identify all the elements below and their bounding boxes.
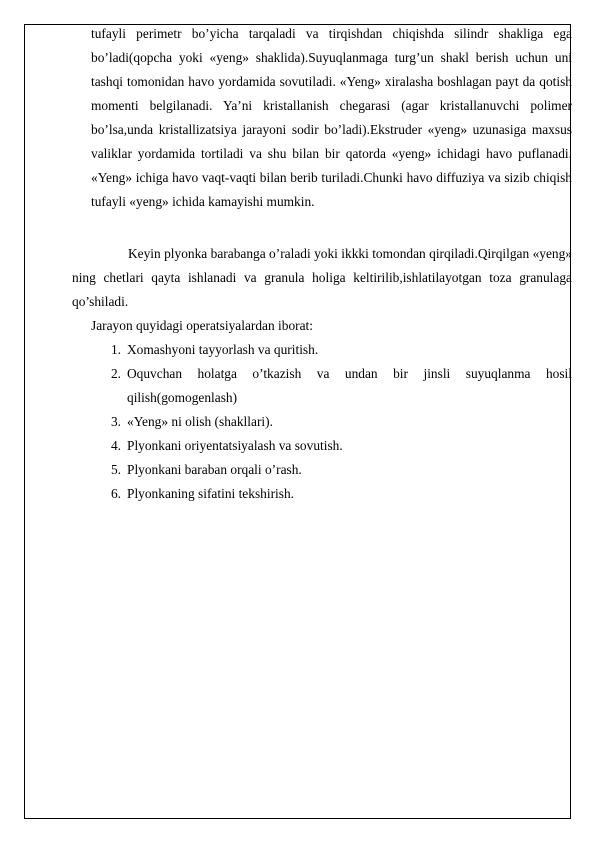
paragraph-process-intro: Jarayon quyidagi operatsiyalardan iborat: [91,318,313,333]
list-item [91,338,572,362]
paragraph-winding: Keyin plyonka barabanga o’raladi yoki ikkki tomondan qirqiladi.Qirqilgan «yeng» ning chetlari qayta ishlanadi va granula holiga keltirilib,ishlatilayotgan toza granulaga qo’shiladi. [72,246,572,309]
list-number: 3. [110,414,121,429]
list-item [91,410,572,434]
list-item [91,434,572,458]
list-number: 1. [110,342,121,357]
list-number: 5. [110,462,121,477]
list-item [91,458,572,482]
list-number: 2. [110,366,121,381]
list-text: Xomashyoni tayyorlash va quritish. [127,342,319,357]
list-text: Plyonkaning sifatini tekshirish. [127,486,295,501]
paragraph-film-blowing: tufayli perimetr bo’yicha tarqaladi va tirqishdan chiqishda silindr shakliga ega bo’ladi(qopcha yoki «yeng» shaklida).Suyuqlanmaga turg’un shakl berish uchun uni tashqi tomonidan havo yordamida sovutiladi. «Yeng» xiralasha boshlagan payt da qotish momenti belgilanadi. Ya’ni kristallanish chegarasi (agar kristallanuvchi polimer bo’lsa,unda kristallizatsiya jarayoni sodir bo’ladi).Ekstruder «yeng» uzunasiga maxsus valiklar yordamida tortiladi va shu bilan bir qatorda «yeng» ichidagi havo puflanadi. «Yeng» ichiga havo vaqt-vaqti bilan berib turiladi.Chunki havo diffuziya va sizib chiqish tufayli «yeng» ichida kamayishi mumkin. [91,26,572,209]
list-item [91,362,572,410]
list-item [91,482,572,506]
list-number: 4. [110,438,121,453]
list-text: «Yeng» ni olish (shakllari). [127,414,273,429]
list-number: 6. [110,486,121,501]
list-text: Oquvchan holatga o’tkazish va undan bir jinsli suyuqlanma hosil qilish(gomogenlash) [127,366,572,405]
list-text: Plyonkani oriyentatsiyalash va sovutish. [127,438,343,453]
list-text: Plyonkani baraban orqali o’rash. [127,462,302,477]
process-steps-list [91,338,572,506]
